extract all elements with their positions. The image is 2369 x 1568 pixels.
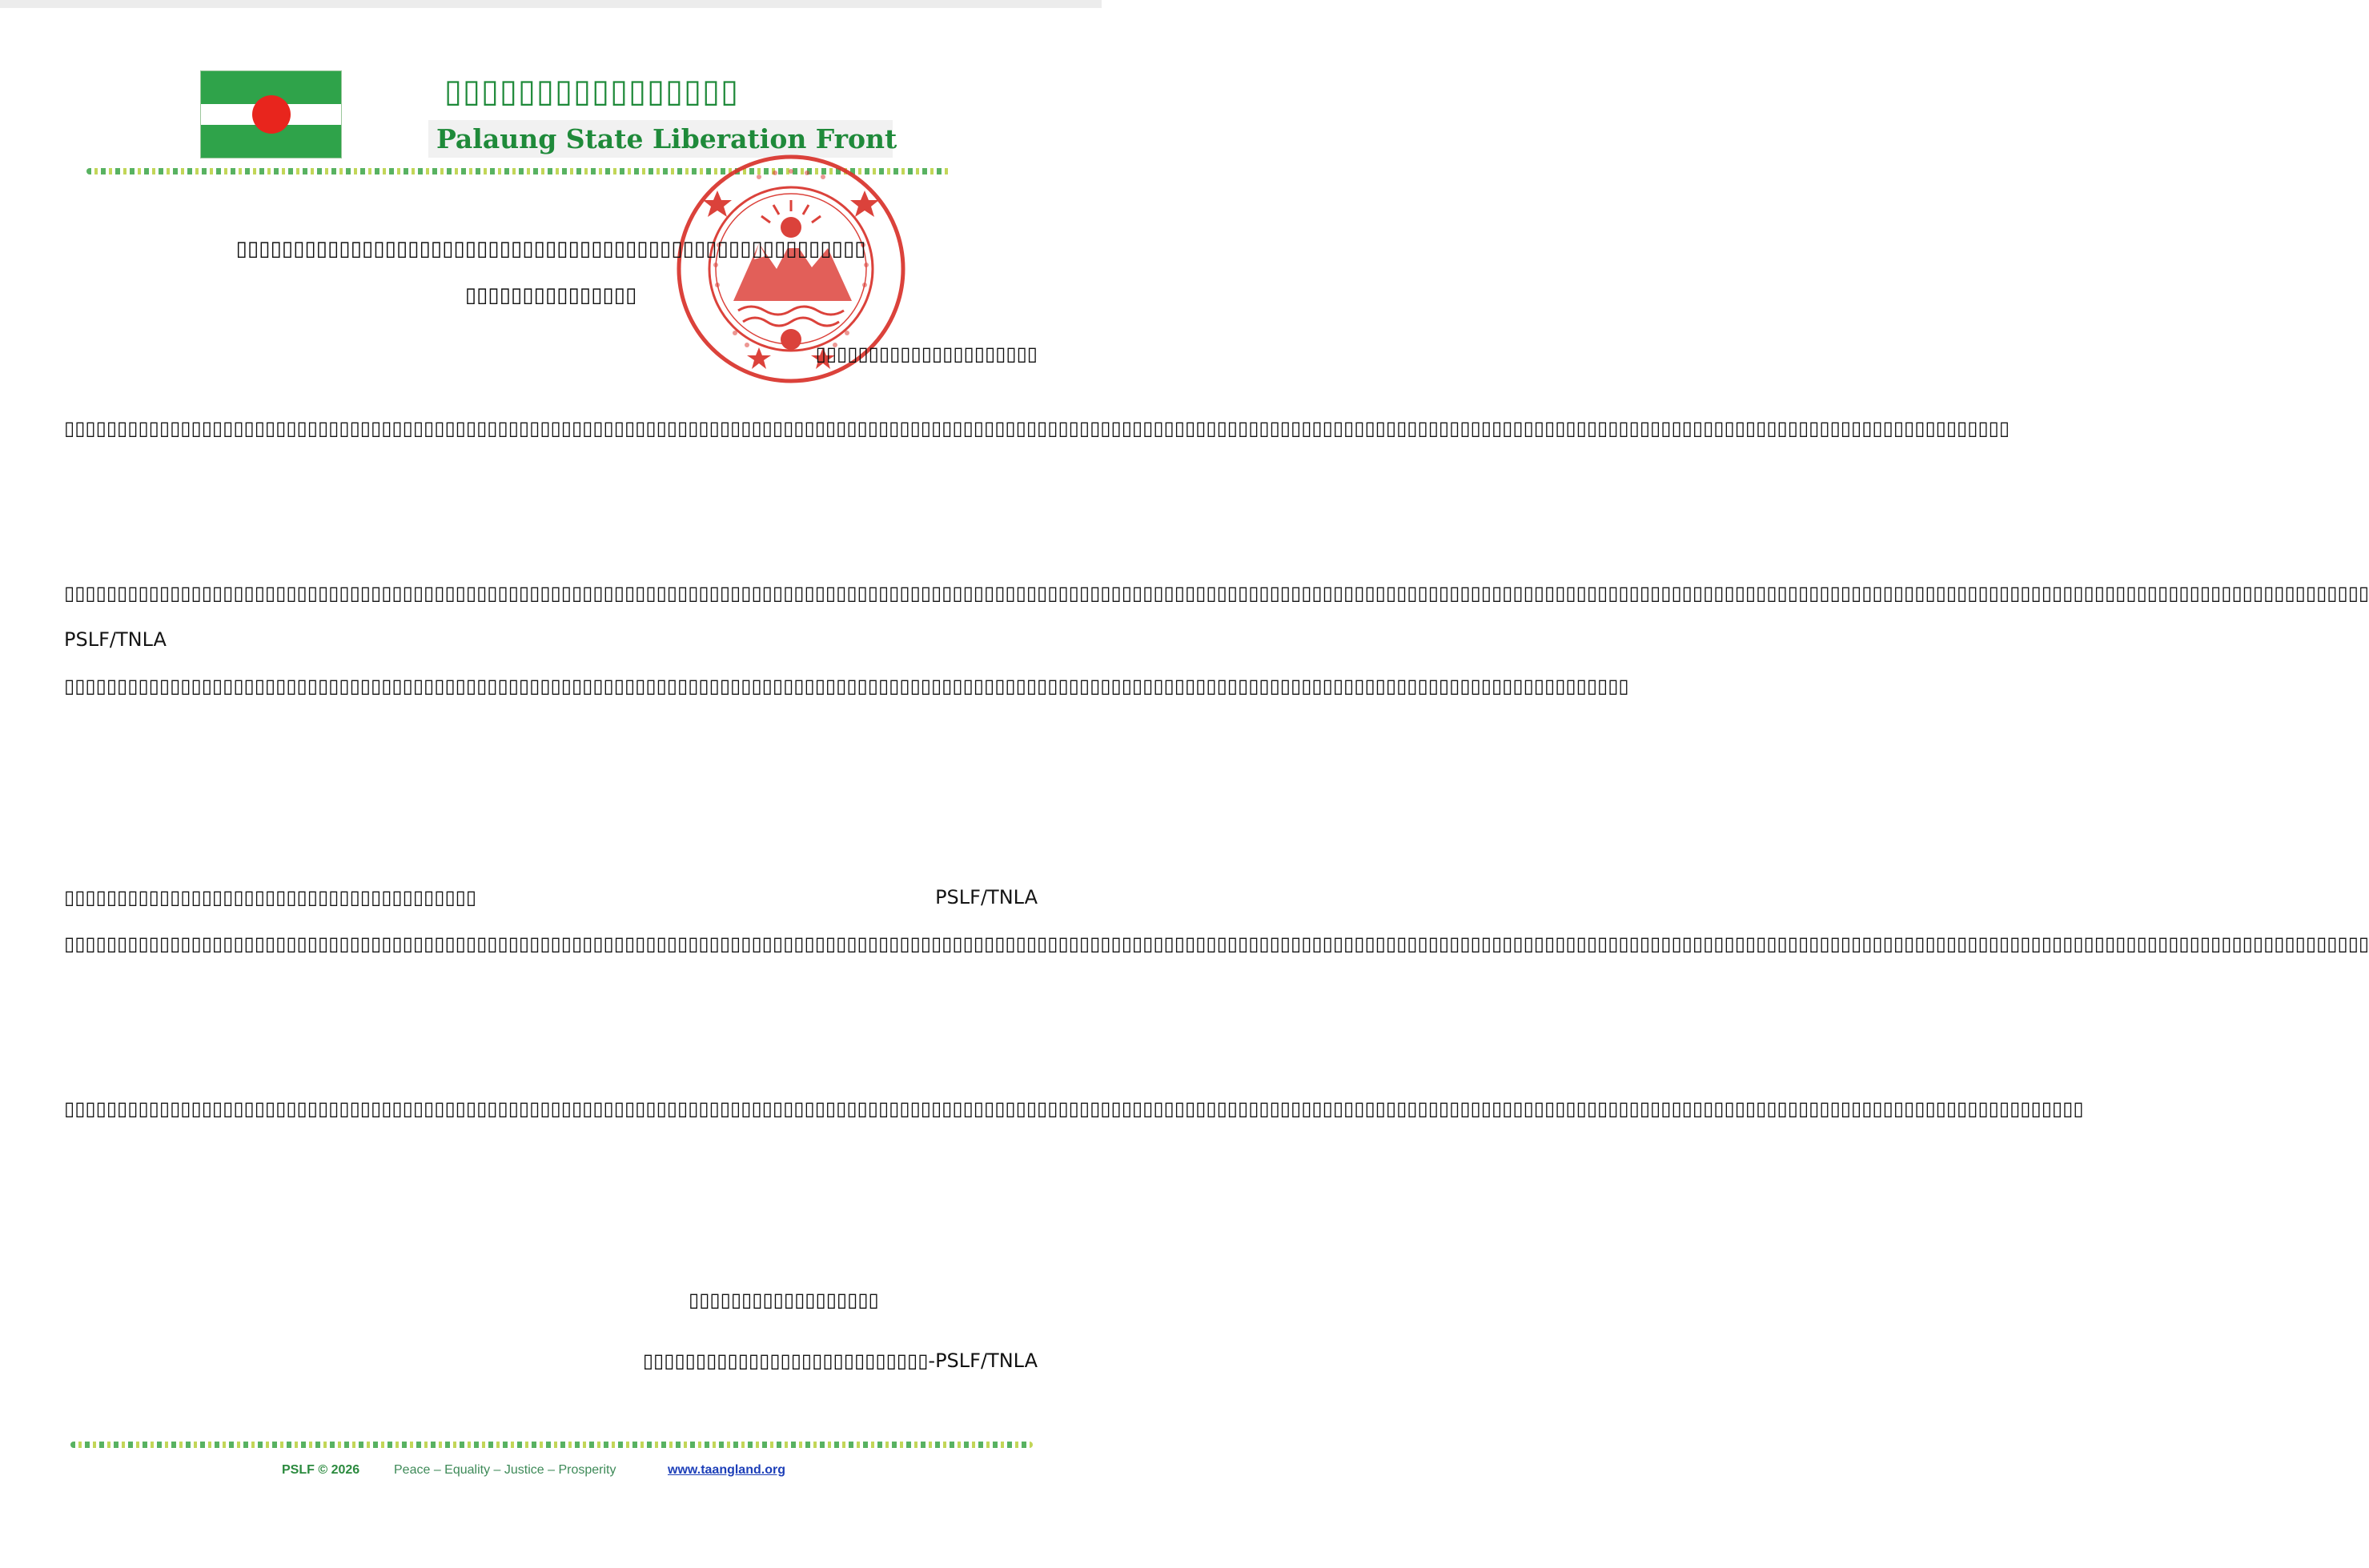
footer-divider bbox=[70, 1442, 1033, 1448]
footer-motto: Peace – Equality – Justice – Prosperity bbox=[394, 1463, 616, 1477]
red-sun-emblem bbox=[252, 95, 291, 134]
footer-website-link[interactable]: www.taangland.org bbox=[668, 1463, 785, 1477]
announcement-headline bbox=[64, 226, 1038, 319]
palaung-flag-logo bbox=[200, 70, 342, 158]
body-paragraph-2: ▯▯▯▯▯▯▯▯▯▯▯▯▯▯▯▯▯▯▯▯▯▯▯▯▯▯▯▯▯▯▯▯▯▯▯▯▯▯▯▯▯▯▯▯▯▯▯▯▯▯▯▯▯▯▯▯▯▯▯▯▯▯▯▯▯▯▯▯▯▯▯▯▯▯▯▯▯▯▯▯▯▯▯▯▯▯▯▯▯▯▯▯▯▯▯▯▯▯▯▯▯▯▯▯▯▯▯▯▯▯▯▯▯▯▯▯▯▯▯▯▯▯▯▯▯▯▯▯▯▯▯▯▯▯▯▯▯▯▯▯▯▯▯▯▯▯▯▯▯▯▯▯▯▯▯▯▯▯▯▯▯▯▯▯▯▯▯▯▯▯▯▯▯▯▯▯▯▯▯▯▯▯▯▯▯▯▯▯▯▯▯▯▯▯▯▯▯▯▯▯▯▯▯▯▯▯▯▯▯▯▯▯▯▯▯▯▯▯ PSLF/TNLA ▯▯▯▯▯▯▯▯▯▯▯▯▯▯▯▯▯▯▯▯▯▯▯▯▯▯▯▯▯▯▯▯▯▯▯▯▯▯▯▯▯▯▯▯▯▯▯▯▯▯▯▯▯▯▯▯▯▯▯▯▯▯▯▯▯▯▯▯▯▯▯▯▯▯▯▯▯▯▯▯▯▯▯▯▯▯▯▯▯▯▯▯▯▯▯▯▯▯▯▯▯▯▯▯▯▯▯▯▯▯▯▯▯▯▯▯▯▯▯▯▯▯▯▯▯▯▯▯▯▯▯▯▯▯▯▯▯▯▯▯▯▯▯▯▯▯▯▯ bbox=[64, 582, 2369, 697]
body-paragraph-4: ▯▯▯▯▯▯▯▯▯▯▯▯▯▯▯▯▯▯▯▯▯▯▯▯▯▯▯▯▯▯▯▯▯▯▯▯▯▯▯▯▯▯▯▯▯▯▯▯▯▯▯▯▯▯▯▯▯▯▯▯▯▯▯▯▯▯▯▯▯▯▯▯▯▯▯▯▯▯▯▯▯▯▯▯▯▯▯▯▯▯▯▯▯▯▯▯▯▯▯▯▯▯▯▯▯▯▯▯▯▯▯▯▯▯▯▯▯▯▯▯▯▯▯▯▯▯▯▯▯▯▯▯▯▯▯▯▯▯▯▯▯▯▯▯▯▯▯▯▯▯▯▯▯▯▯▯▯▯▯▯▯▯▯▯▯▯▯▯▯▯▯▯▯▯▯▯▯▯▯▯▯▯▯▯▯▯▯▯▯▯▯ bbox=[64, 1097, 2084, 1120]
page-footer bbox=[0, 1460, 1102, 1482]
footer-copyright: PSLF © 2026 bbox=[282, 1463, 360, 1477]
top-strip bbox=[0, 0, 1102, 8]
org-name-native: ▯▯▯▯▯▯▯▯▯▯▯▯▯▯▯▯ bbox=[444, 72, 740, 110]
headline-line-1: ▯▯▯▯▯▯▯▯▯▯▯▯▯▯▯▯▯▯▯▯▯▯▯▯▯▯▯▯▯▯▯▯▯▯▯▯▯▯▯▯▯▯▯▯▯▯▯▯▯▯▯▯▯▯▯ bbox=[235, 237, 866, 261]
body-paragraph-3: ▯▯▯▯▯▯▯▯▯▯▯▯▯▯▯▯▯▯▯▯▯▯▯▯▯▯▯▯▯▯▯▯▯▯▯▯▯▯▯ PSLF/TNLA ▯▯▯▯▯▯▯▯▯▯▯▯▯▯▯▯▯▯▯▯▯▯▯▯▯▯▯▯▯▯▯▯▯▯▯▯▯▯▯▯▯▯▯▯▯▯▯▯▯▯▯▯▯▯▯▯▯▯▯▯▯▯▯▯▯▯▯▯▯▯▯▯▯▯▯▯▯▯▯▯▯▯▯▯▯▯▯▯▯▯▯▯▯▯▯▯▯▯▯▯▯▯▯▯▯▯▯▯▯▯▯▯▯▯▯▯▯▯▯▯▯▯▯▯▯▯▯▯▯▯▯▯▯▯▯▯▯▯▯▯▯▯▯▯▯▯▯▯▯▯▯▯▯▯▯▯▯▯▯▯▯▯▯▯▯▯▯▯▯▯▯▯▯▯▯▯▯▯▯▯▯▯▯▯▯▯▯▯▯▯▯▯▯▯▯▯▯▯▯▯▯▯▯▯▯▯▯▯▯▯▯▯▯▯▯▯▯▯ bbox=[64, 886, 2369, 955]
signature-department: ▯▯▯▯▯▯▯▯▯▯▯▯▯▯▯▯▯▯ bbox=[689, 1289, 879, 1311]
signature-organization: ▯▯▯▯▯▯▯▯▯▯▯▯▯▯▯▯▯▯▯▯▯▯▯▯▯▯▯-PSLF/TNLA bbox=[642, 1349, 1038, 1372]
body-paragraph-1: ▯▯▯▯▯▯▯▯▯▯▯▯▯▯▯▯▯▯▯▯▯▯▯▯▯▯▯▯▯▯▯▯▯▯▯▯▯▯▯▯▯▯▯▯▯▯▯▯▯▯▯▯▯▯▯▯▯▯▯▯▯▯▯▯▯▯▯▯▯▯▯▯▯▯▯▯▯▯▯▯▯▯▯▯▯▯▯▯▯▯▯▯▯▯▯▯▯▯▯▯▯▯▯▯▯▯▯▯▯▯▯▯▯▯▯▯▯▯▯▯▯▯▯▯▯▯▯▯▯▯▯▯▯▯▯▯▯▯▯▯▯▯▯▯▯▯▯▯▯▯▯▯▯▯▯▯▯▯▯▯▯▯▯▯▯▯▯▯▯▯▯▯▯▯▯▯▯▯▯▯▯▯▯▯ bbox=[64, 417, 2010, 439]
headline-line-2: ▯▯▯▯▯▯▯▯▯▯▯▯▯▯▯ bbox=[464, 283, 637, 307]
org-name-english: Palaung State Liberation Front bbox=[428, 120, 893, 158]
date-line: ▯▯▯▯▯▯▯▯▯▯▯▯▯▯▯▯▯▯▯▯▯ bbox=[815, 343, 1038, 365]
